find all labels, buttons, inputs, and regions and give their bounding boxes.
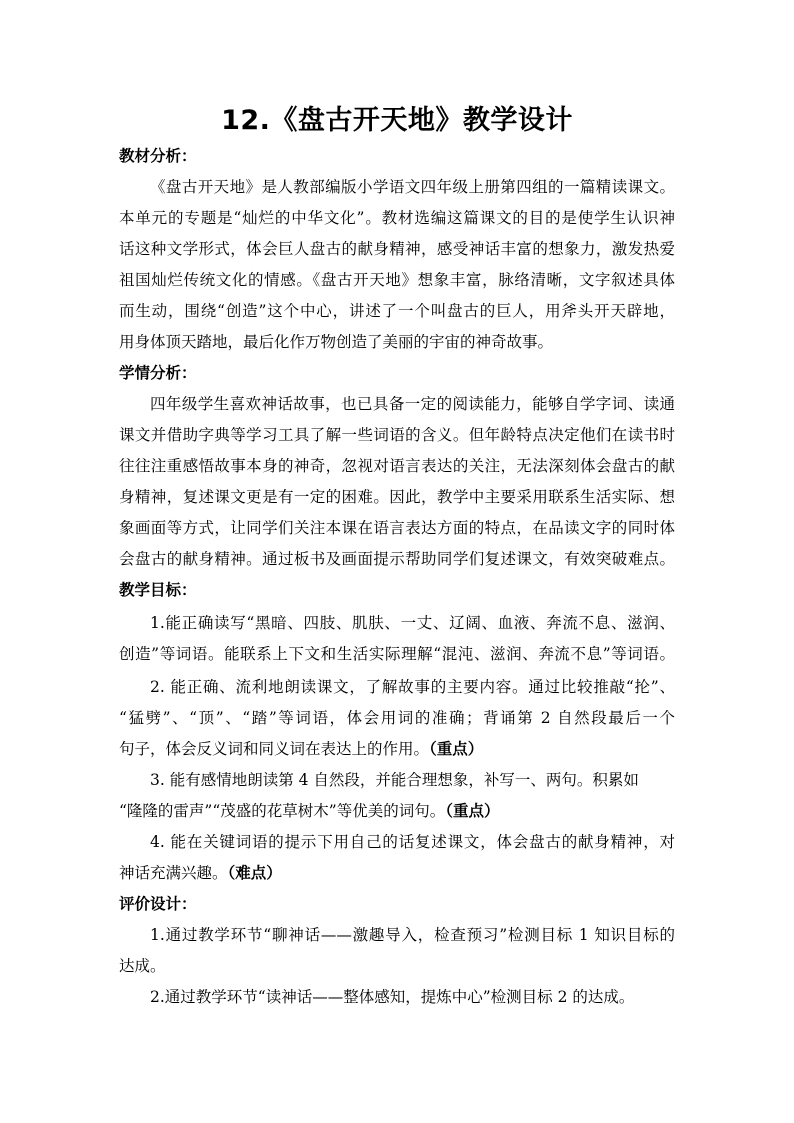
goal-2-text: 句子，体会反义词和同义词在表达上的作用。 <box>119 740 430 758</box>
key-point-tag: （重点） <box>429 740 484 758</box>
paragraph-line: 《盘古开天地》是人教部编版小学语文四年级上册第四组的一篇精读课文。 <box>150 178 675 196</box>
section-heading-evaluation: 评价设计： <box>119 895 197 913</box>
paragraph-line: 往往注重感悟故事本身的神奇，忽视对语言表达的关注，无法深刻体会盘古的献 <box>119 457 675 475</box>
paragraph-line: 四年级学生喜欢神话故事，也已具备一定的阅读能力，能够自学字词、读通 <box>150 395 675 413</box>
evaluation-item-line: 达成。 <box>119 957 166 975</box>
goal-3-line <box>119 801 499 821</box>
goal-4-line: 4. 能在关键词语的提示下用自己的话复述课文，体会盘古的献身精神，对 <box>150 833 675 851</box>
paragraph-line: 象画面等方式，让同学们关注本课在语言表达方面的特点，在品读文字的同时体 <box>119 519 675 537</box>
key-point-tag: （重点） <box>445 802 500 820</box>
section-heading-teaching-goals: 教学目标： <box>119 581 197 599</box>
paragraph-line: 身精神，复述课文更是有一定的困难。因此，教学中主要采用联系生活实际、想 <box>119 488 675 506</box>
difficulty-tag: （难点） <box>227 864 282 882</box>
section-heading-student-analysis: 学情分析： <box>119 364 197 382</box>
goal-3-line: 3. 能有感情地朗读第 4 自然段，并能合理想象，补写一、两句。积累如 <box>150 771 639 789</box>
document-title: 12.《盘古开天地》教学设计 <box>221 105 573 136</box>
paragraph-line: 课文并借助字典等学习工具了解一些词语的含义。但年龄特点决定他们在读书时 <box>119 426 675 444</box>
goal-2-line: “猛劈”、“顶”、“踏”等词语，体会用词的准确；背诵第 2 自然段最后一个 <box>119 709 675 727</box>
paragraph-line: 而生动，围绕“创造”这个中心，讲述了一个叫盘古的巨人，用斧头开天辟地， <box>119 302 675 320</box>
evaluation-item-line: 1.通过教学环节“聊神话——激趣导入，检查预习”检测目标 1 知识目标的 <box>150 926 675 944</box>
goal-2-line <box>119 739 483 759</box>
goal-1-line: 1.能正确读写“黑暗、四肢、肌肤、一丈、辽阔、血液、奔流不息、滋润、 <box>150 614 675 632</box>
paragraph-line: 用身体顶天踏地，最后化作万物创造了美丽的宇宙的神奇故事。 <box>119 333 554 351</box>
paragraph-line: 话这种文学形式，体会巨人盘古的献身精神，感受神话丰富的想象力，激发热爱 <box>119 240 675 258</box>
goal-3-text: “隆隆的雷声”“茂盛的花草树木”等优美的词句。 <box>119 802 446 820</box>
goal-4-line <box>119 863 282 883</box>
goal-2-line: 2. 能正确、流利地朗读课文，了解故事的主要内容。通过比较推敲“抡”、 <box>150 678 675 696</box>
evaluation-item-line: 2.通过教学环节“读神话——整体感知，提炼中心”检测目标 2 的达成。 <box>150 988 635 1006</box>
paragraph-line: 本单元的专题是“灿烂的中华文化”。教材选编这篇课文的目的是使学生认识神 <box>119 209 675 227</box>
paragraph-line: 祖国灿烂传统文化的情感。《盘古开天地》想象丰富，脉络清晰，文字叙述具体 <box>119 271 675 289</box>
section-heading-material-analysis: 教材分析： <box>119 147 197 165</box>
goal-1-line: 创造”等词语。能联系上下文和生活实际理解“混沌、滋润、奔流不息”等词语。 <box>119 645 675 663</box>
goal-4-text: 神话充满兴趣。 <box>119 864 228 882</box>
paragraph-line: 会盘古的献身精神。通过板书及画面提示帮助同学们复述课文，有效突破难点。 <box>119 550 675 568</box>
